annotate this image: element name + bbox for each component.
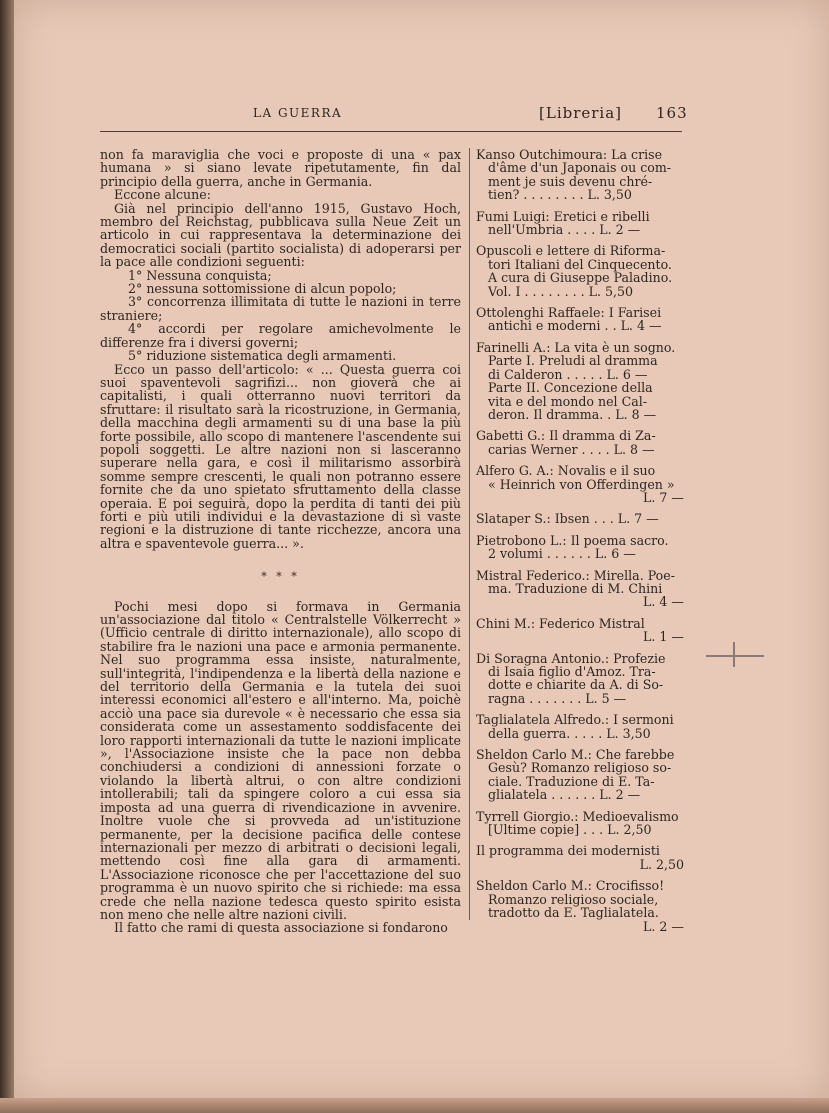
book-entry-line: ment je suis devenu chré- <box>488 173 653 189</box>
book-entry-line: Sheldon Carlo M.: Che farebbe <box>476 747 675 763</box>
pencil-mark <box>706 655 764 657</box>
book-entry-line: carias Werner . . . . L. 8 — <box>488 441 655 457</box>
book-entry-line: ciale. Traduzione di E. Ta- <box>488 773 655 789</box>
book-price: L. 7 — <box>643 489 684 505</box>
book-entry-line: antichi e moderni . . L. 4 — <box>488 318 662 334</box>
book-entry <box>476 879 684 933</box>
book-entry-line: ragna . . . . . . . L. 5 — <box>488 690 627 706</box>
book-entry-line: Romanzo religioso sociale, <box>488 891 659 907</box>
book-entry-line: Di Soragna Antonio.: Profezie <box>476 650 666 666</box>
bookshop-list <box>476 148 684 941</box>
book-price: L. 2 — <box>643 918 684 934</box>
book-entry-line: Opuscoli e lettere di Riforma- <box>476 243 666 259</box>
paragraph: Il fatto che rami di questa associazione si fondarono <box>114 920 448 936</box>
book-entry-line: A cura di Giuseppe Paladino. <box>488 270 673 286</box>
book-entry-line: Gesù? Romanzo religioso so- <box>488 760 672 776</box>
column-divider <box>469 148 470 920</box>
book-entry-line: nell'Umbria . . . . L. 2 — <box>488 222 641 238</box>
pencil-mark-vertical <box>733 642 735 667</box>
book-price: L. 1 — <box>643 629 684 645</box>
book-entry <box>476 512 684 525</box>
book-price: L. 4 — <box>643 594 684 610</box>
book-entry-line: Il programma dei modernisti <box>476 843 660 859</box>
paragraph: Eccone alcune: <box>114 187 211 203</box>
section-separator: * * * <box>261 570 300 584</box>
book-entry-line: Mistral Federico.: Mirella. Poe- <box>476 567 675 583</box>
book-entry <box>476 148 684 202</box>
book-entry <box>476 844 684 871</box>
book-entry-line: Taglialatela Alfredo.: I sermoni <box>476 712 674 728</box>
book-entry-line: ma. Traduzione di M. Chini <box>488 580 663 596</box>
book-entry-line: vita e del mondo nel Cal- <box>488 393 648 409</box>
book-entry-line: Parte I. Preludi al dramma <box>488 353 658 369</box>
book-entry <box>476 569 684 609</box>
book-entry <box>476 210 684 237</box>
book-entry-line: Ottolenghi Raffaele: I Farisei <box>476 305 662 321</box>
book-entry-line: della guerra. . . . . L. 3,50 <box>488 725 651 741</box>
paragraph: Ecco un passo dell'articolo: « ... Questa guerra coi suoi spaventevoli sagrifizi... non gioverà che ai capitalisti, i quali otterranno nuovi territori da sfruttare: il risultato sarà la ricostruzione, in Germania, della macchina degli armamenti su di una base la più forte possibile, allo scopo di mantenere l'ascendente sui popoli soggetti. Le altre nazioni non si lasceranno superare nella gara, e così il militarismo assorbirà somme sempre crescenti, le quali non potranno essere fornite che da uno spietato sfruttamento della classe operaia. E poi seguirà, dopo la perdita di tanti dei più forti e più utili individui e la devastazione di sì vaste regioni e la distruzione di tante ricchezze, ancora una altra e spaventevole guerra... ». <box>100 361 461 551</box>
book-entry-line: Vol. I . . . . . . . . L. 5,50 <box>488 283 633 299</box>
book-entry <box>476 306 684 333</box>
book-entry-line: Fumi Luigi: Eretici e ribelli <box>476 208 650 224</box>
book-entry-line: tien? . . . . . . . . L. 3,50 <box>488 187 632 203</box>
book-entry-line: dotte e chiarite da A. di So- <box>488 677 664 693</box>
running-title: LA GUERRA <box>253 106 343 120</box>
page-bottom-edge <box>0 1098 829 1113</box>
book-entry <box>476 464 684 504</box>
book-entry-line: glialatela . . . . . . L. 2 — <box>488 787 641 803</box>
book-gutter <box>0 0 14 1113</box>
left-column <box>100 148 461 935</box>
book-entry-line: di Calderon . . . . . L. 6 — <box>488 366 648 382</box>
book-entry-line: Gabetti G.: Il dramma di Za- <box>476 428 656 444</box>
paragraph: 5° riduzione sistematica degli armamenti. <box>128 348 397 364</box>
book-entry-line: d'âme d'un Japonais ou com- <box>488 160 672 176</box>
section-label: [Libreria] <box>539 104 623 122</box>
article-text-part-1 <box>100 148 461 550</box>
header-rule <box>100 131 682 132</box>
book-entry-line: Kanso Outchimoura: La crise <box>476 147 663 162</box>
running-header <box>88 104 688 128</box>
paragraph: 4° accordi per regolare amichevolmente le differenze fra i diversi governi; <box>100 321 461 350</box>
paragraph: 3° concorrenza illimitata di tutte le nazioni in terre straniere; <box>100 294 461 323</box>
book-entry <box>476 341 684 421</box>
book-entry <box>476 810 684 837</box>
book-entry-line: Pietrobono L.: Il poema sacro. <box>476 532 669 548</box>
book-entry-line: di Isaia figlio d'Amoz. Tra- <box>488 664 656 679</box>
book-entry-line: deron. Il dramma. . L. 8 — <box>488 406 657 422</box>
book-entry-line: Farinelli A.: La vita è un sogno. <box>476 339 676 355</box>
book-entry-line: « Heinrich von Offerdingen » <box>488 476 675 492</box>
book-entry-line: Alfero G. A.: Novalis e il suo <box>476 463 656 479</box>
paragraph: Pochi mesi dopo si formava in Germania un'associazione dal titolo « Centralstelle Völkerrecht » (Ufficio centrale di diritto internazionale), allo scopo di stabilire fra le nazioni una pace e armonia permanente. Nel suo programma essa insiste, naturalmente, sull'integrità, l'indipendenza e la libertà della nazione e del territorio della Germania e la tutela dei suoi interessi economici all'estero e all'interno. Ma, poichè acciò una pace sia durevole « è necessario che essa sia considerata come un assestamento soddisfacente dei loro rapporti internazionali da tutte le nazioni implicate », l'Associazione insiste che la pace non debba conchiudersi a condizioni di annessioni forzate o violando la libertà altrui, o con altre condizioni intollerabili; tali da spingere coloro a cui essa sia imposta ad una guerra di rivendicazione in avvenire. Inoltre vuole che si provveda ad un'istituzione permanente, per la decisione pacifica delle contese internazionali per mezzo di arbitrati o decisioni legali, mettendo così fine alla gara di armamenti. L'Associazione riconosce che per l'accettazione del suo programma è un nuovo spirito che si richiede: ma essa crede che nella nazione tedesca questo spirito esista non meno che nelle altre nazioni civili. <box>100 598 461 922</box>
book-entry-line: Slataper S.: Ibsen . . . L. 7 — <box>476 511 659 527</box>
book-entry-line: [Ultime copie] . . . L. 2,50 <box>488 822 652 838</box>
book-entry <box>476 713 684 740</box>
article-text-part-2 <box>100 600 461 935</box>
book-entry <box>476 534 684 561</box>
book-entry <box>476 244 684 298</box>
paragraph: Già nel principio dell'anno 1915, Gustavo Hoch, membro del Reichstag, pubblicava sulla Neue Zeit un articolo in cui rappresentava la determinazione dei democratici sociali (partito socialista) di adoperarsi per la pace alle condizioni seguenti: <box>100 200 461 270</box>
book-entry-line: Sheldon Carlo M.: Crocifisso! <box>476 878 665 894</box>
book-entry-line: 2 volumi . . . . . . L. 6 — <box>488 546 636 562</box>
paragraph: 2° nessuna sottomissione di alcun popolo; <box>128 281 397 297</box>
book-entry-line: Tyrrell Giorgio.: Medioevalismo <box>476 808 679 824</box>
book-entry <box>476 652 684 706</box>
paragraph: 1° Nessuna conquista; <box>128 267 272 283</box>
book-entry <box>476 617 684 644</box>
book-entry <box>476 748 684 802</box>
book-entry-line: Parte II. Concezione della <box>488 380 653 396</box>
book-price: L. 2,50 <box>639 856 684 872</box>
book-entry-line: Chini M.: Federico Mistral <box>476 615 645 631</box>
book-entry-line: tori Italiani del Cinquecento. <box>488 256 672 272</box>
page-number: 163 <box>656 104 688 122</box>
book-entry-line: tradotto da E. Taglialatela. <box>488 905 659 921</box>
paragraph: non fa maraviglia che voci e proposte di una « pax humana » si siano levate ripetutamente, fin dal principio della guerra, anche in Germania. <box>100 147 461 189</box>
book-entry <box>476 429 684 456</box>
